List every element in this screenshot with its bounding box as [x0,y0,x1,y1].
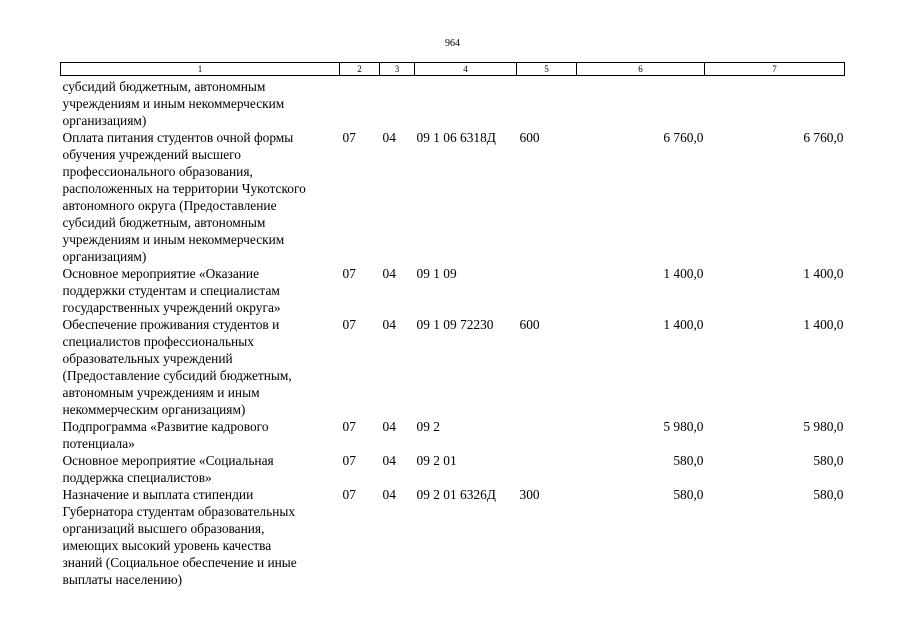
row-description [61,76,340,130]
budget-table [60,62,845,588]
description-line: поддержки студентам и специалистам [62,283,280,298]
target-article-code: 09 2 01 [416,453,457,468]
description-line: специалистов профессиональных [62,334,254,349]
description-line: организаций высшего образования, [62,521,265,536]
subsection-code: 04 [382,130,396,145]
target-article-code: 09 2 [416,419,440,434]
row-description [61,452,340,486]
description-line: профессионального образования, [62,164,253,179]
description-line: автономным учреждениям и иным [62,385,260,400]
row-description [61,418,340,452]
subsection-code: 04 [382,266,396,281]
amount-col7: 5 980,0 [803,419,844,434]
description-line: учреждениям и иным некоммерческим [62,232,285,247]
expense-type-code [517,452,577,486]
description-line: некоммерческим организациям) [62,402,246,417]
table-row [61,265,845,316]
expense-type-code [517,265,577,316]
description-line: выплаты населению) [62,572,183,587]
target-article-code: 09 1 06 6318Д [416,130,496,145]
description-line: Подпрограмма «Развитие кадрового [62,419,269,434]
table-row [61,486,845,588]
description-line: организациям) [62,113,147,128]
amount-col6: 6 760,0 [663,130,704,145]
description-line: потенциала» [62,436,135,451]
section-code: 07 [342,453,356,468]
subsection-code: 04 [382,453,396,468]
header-cell: 7 [705,63,845,76]
expense-type-code: 600 [519,317,540,332]
table-row [61,452,845,486]
subsection-code: 04 [382,317,396,332]
section-code: 07 [342,130,356,145]
table-row [61,316,845,418]
expense-type-code [517,418,577,452]
description-line: знаний (Социальное обеспечение и иные [62,555,297,570]
table-body [61,76,845,589]
table-row [61,129,845,265]
header-cell: 6 [577,63,705,76]
section-code: 07 [342,266,356,281]
description-line: организациям) [62,249,147,264]
subsection-code: 04 [382,487,396,502]
header-cell: 3 [380,63,415,76]
amount-col7 [705,76,845,130]
amount-col7: 1 400,0 [803,317,844,332]
description-line: учреждениям и иным некоммерческим [62,96,285,111]
description-line: Основное мероприятие «Оказание [62,266,260,281]
section-code: 07 [342,487,356,502]
description-line: обучения учреждений высшего [62,147,242,162]
section-code: 07 [342,419,356,434]
amount-col7: 580,0 [813,453,844,468]
target-article-code: 09 1 09 [416,266,457,281]
amount-col6: 580,0 [673,453,704,468]
subsection-code: 04 [382,419,396,434]
description-line: Обеспечение проживания студентов и [62,317,280,332]
header-cell: 5 [517,63,577,76]
row-description [61,265,340,316]
table-row [61,418,845,452]
description-line: Губернатора студентам образовательных [62,504,296,519]
expense-type-code [517,76,577,130]
expense-type-code: 300 [519,487,540,502]
amount-col6 [577,76,705,130]
amount-col6: 5 980,0 [663,419,704,434]
description-line: автономного округа (Предоставление [62,198,277,213]
row-description [61,129,340,265]
header-cell: 2 [340,63,380,76]
description-line: Оплата питания студентов очной формы [62,130,294,145]
amount-col7: 1 400,0 [803,266,844,281]
description-line: Назначение и выплата стипендии [62,487,254,502]
amount-col6: 1 400,0 [663,266,704,281]
description-line: субсидий бюджетным, автономным [62,79,266,94]
table-row [61,76,845,130]
description-line: субсидий бюджетным, автономным [62,215,266,230]
header-cell: 4 [415,63,517,76]
description-line: Основное мероприятие «Социальная [62,453,274,468]
subsection-code [380,76,415,130]
description-line: государственных учреждений округа» [62,300,281,315]
description-line: (Предоставление субсидий бюджетным, [62,368,292,383]
amount-col7: 6 760,0 [803,130,844,145]
section-code: 07 [342,317,356,332]
expense-type-code: 600 [519,130,540,145]
row-description [61,486,340,588]
description-line: образовательных учреждений [62,351,233,366]
target-article-code: 09 1 09 72230 [416,317,494,332]
description-line: поддержка специалистов» [62,470,212,485]
amount-col6: 580,0 [673,487,704,502]
amount-col7: 580,0 [813,487,844,502]
section-code [340,76,380,130]
row-description [61,316,340,418]
header-cell: 1 [61,63,340,76]
description-line: имеющих высокий уровень качества [62,538,272,553]
amount-col6: 1 400,0 [663,317,704,332]
target-article-code: 09 2 01 6326Д [416,487,496,502]
page-number: 964 [445,38,460,49]
description-line: расположенных на территории Чукотского [62,181,306,196]
target-article-code [415,76,517,130]
table-header-row [61,63,845,76]
